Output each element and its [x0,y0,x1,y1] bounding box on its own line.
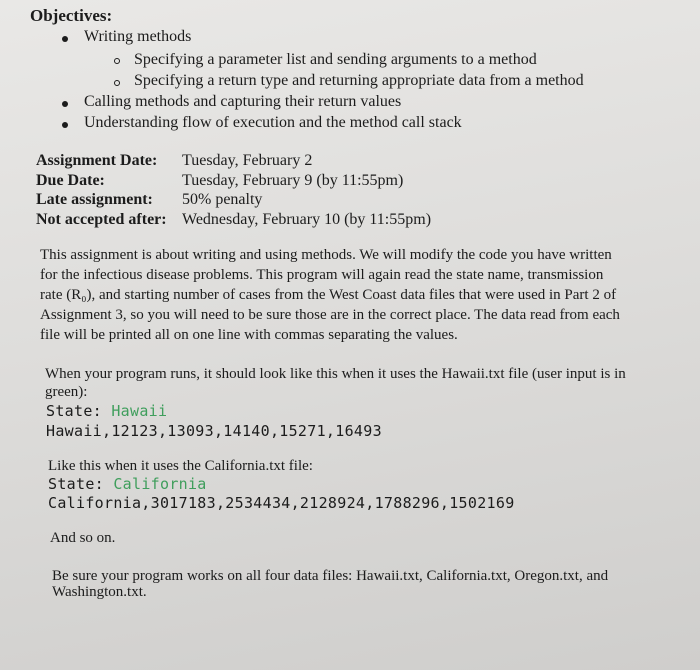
objective-item: Calling methods and capturing their return values [84,93,402,110]
date-label: Due Date: [36,171,105,189]
california-prompt [48,475,207,493]
prompt-label: State: [46,402,112,420]
hawaii-prompt [46,402,167,420]
date-label: Assignment Date: [36,152,158,169]
date-value: Tuesday, February 2 [182,152,313,169]
date-value: 50% penalty [182,191,263,208]
california-output: California,3017183,2534434,2128924,1788296,1502169 [48,494,515,512]
intro-line: rate (R₀), and starting number of cases from the West Coast data files that were used in Part 2 of [40,287,617,303]
date-label: Not accepted after: [36,210,167,228]
and-so-on: And so on. [50,530,116,546]
objective-item: Writing methods [84,28,192,45]
date-label: Late assignment: [36,191,153,208]
hawaii-intro-line: green): [45,384,88,400]
objectives-heading: Objectives: [30,6,113,25]
intro-line: Assignment 3, so you will need to be sure those are in the correct place. The data read from each [40,307,620,323]
closing-line: Be sure your program works on all four data files: Hawaii.txt, California.txt, Oregon.txt, and [52,568,609,584]
intro-line: file will be printed all on one line with commas separating the values. [40,327,458,343]
date-value: Tuesday, February 9 (by 11:55pm) [182,171,404,189]
user-input: California [113,475,207,493]
date-value: Wednesday, February 10 (by 11:55pm) [182,210,432,228]
sub-bullet-icon [114,80,120,86]
prompt-label: State: [48,475,114,493]
intro-line: for the infectious disease problems. This program will again read the state name, transmission [40,267,604,283]
sub-bullet-icon [114,58,120,64]
closing-line: Washington.txt. [52,584,147,600]
intro-line: This assignment is about writing and using methods. We will modify the code you have written [40,247,612,263]
objective-subitem: Specifying a return type and returning appropriate data from a method [134,72,584,89]
california-intro: Like this when it uses the California.txt file: [48,458,313,474]
bullet-icon [62,36,68,42]
hawaii-intro-line: When your program runs, it should look like this when it uses the Hawaii.txt file (user input is in [45,366,626,382]
bullet-icon [62,122,68,128]
user-input: Hawaii [111,402,168,420]
objective-item: Understanding flow of execution and the method call stack [84,114,462,131]
bullet-icon [62,101,68,107]
hawaii-output: Hawaii,12123,13093,14140,15271,16493 [46,422,382,440]
objective-subitem: Specifying a parameter list and sending arguments to a method [134,51,537,68]
